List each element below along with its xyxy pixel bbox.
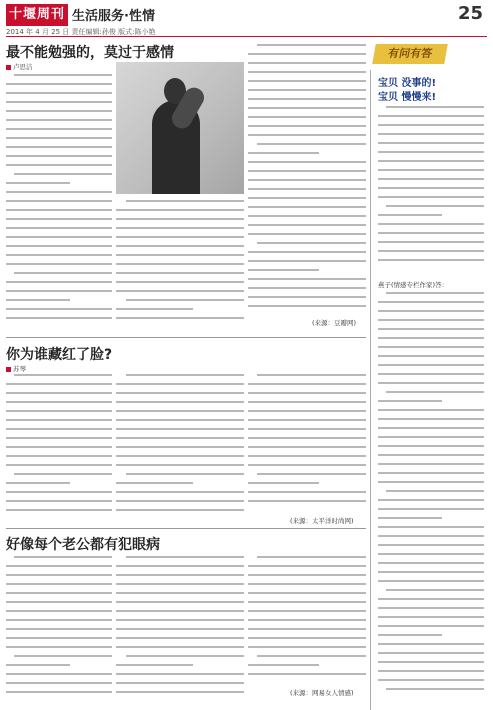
body-text-line	[378, 652, 484, 654]
body-text-line	[248, 269, 319, 271]
body-text-line	[248, 482, 319, 484]
body-text-line	[126, 655, 244, 657]
body-text-line	[378, 196, 484, 198]
body-text-line	[386, 490, 484, 492]
body-text-line	[116, 383, 244, 385]
body-text-line	[6, 401, 112, 403]
body-text-line	[378, 169, 484, 171]
body-text-line	[248, 98, 366, 100]
body-text-line	[248, 565, 366, 567]
page-number: 25	[457, 3, 483, 24]
body-text-line	[6, 682, 112, 684]
body-text-line	[116, 227, 244, 229]
body-text-line	[378, 259, 484, 261]
body-text-line	[6, 691, 112, 693]
body-text-line	[248, 134, 366, 136]
body-text-line	[116, 583, 244, 585]
body-text-line	[378, 160, 484, 162]
body-text-line	[6, 637, 112, 639]
body-text-line	[14, 556, 112, 558]
body-text-line	[378, 562, 484, 564]
body-text-line	[378, 616, 484, 618]
body-text-line	[6, 464, 112, 466]
body-text-line	[6, 574, 112, 576]
body-text-line	[248, 628, 366, 630]
body-text-line	[248, 419, 366, 421]
article-3-signoff: (来源：网易女人情感)	[290, 689, 354, 697]
body-text-line	[378, 481, 484, 483]
body-text-line	[378, 346, 484, 348]
body-text-line	[378, 133, 484, 135]
body-text-line	[378, 679, 484, 681]
body-text-line	[116, 410, 244, 412]
header-divider	[6, 36, 487, 37]
body-text-line	[378, 250, 484, 252]
body-text-line	[6, 509, 112, 511]
body-text-line	[6, 500, 112, 502]
body-text-line	[6, 601, 112, 603]
body-text-line	[116, 281, 244, 283]
body-text-line	[14, 374, 112, 376]
body-text-line	[248, 251, 366, 253]
body-text-line	[248, 410, 366, 412]
body-text-line	[248, 161, 366, 163]
body-text-line	[116, 254, 244, 256]
body-text-line	[248, 455, 366, 457]
body-text-line	[257, 473, 366, 475]
article-3-col-1	[6, 556, 112, 700]
body-text-line	[378, 625, 484, 627]
body-text-line	[378, 355, 484, 357]
body-text-line	[248, 401, 366, 403]
body-text-line	[378, 526, 484, 528]
body-text-line	[116, 392, 244, 394]
body-text-line	[248, 170, 366, 172]
body-text-line	[378, 535, 484, 537]
body-text-line	[6, 619, 112, 621]
body-text-line	[378, 223, 484, 225]
body-text-line	[126, 556, 244, 558]
body-text-line	[116, 317, 244, 319]
body-text-line	[6, 119, 112, 121]
article-1-col-2	[116, 200, 244, 330]
body-text-line	[378, 571, 484, 573]
body-text-line	[6, 482, 70, 484]
body-text-line	[6, 437, 112, 439]
body-text-line	[6, 137, 112, 139]
body-text-line	[378, 400, 442, 402]
body-text-line	[116, 491, 244, 493]
body-text-line	[116, 428, 244, 430]
body-text-line	[6, 392, 112, 394]
body-text-line	[248, 287, 366, 289]
body-text-line	[248, 53, 366, 55]
article-divider	[6, 337, 366, 338]
body-text-line	[386, 688, 484, 690]
article-3-col-3	[248, 556, 366, 684]
article-1-col-3	[248, 44, 366, 314]
article-2-title: 你为谁藏红了脸?	[6, 347, 113, 363]
sidebar-answer-text	[378, 292, 484, 700]
body-text-line	[6, 646, 112, 648]
article-1-col-1	[6, 74, 112, 330]
body-text-line	[378, 427, 484, 429]
body-text-line	[248, 637, 366, 639]
body-text-line	[116, 509, 244, 511]
body-text-line	[126, 299, 244, 301]
body-text-line	[378, 214, 442, 216]
body-text-line	[378, 178, 484, 180]
body-text-line	[248, 574, 366, 576]
body-text-line	[378, 364, 484, 366]
body-text-line	[6, 583, 112, 585]
body-text-line	[116, 682, 244, 684]
body-text-line	[378, 409, 484, 411]
body-text-line	[116, 401, 244, 403]
body-text-line	[116, 673, 244, 675]
body-text-line	[6, 419, 112, 421]
body-text-line	[6, 101, 112, 103]
body-text-line	[248, 215, 366, 217]
body-text-line	[6, 263, 112, 265]
body-text-line	[116, 272, 244, 274]
body-text-line	[378, 301, 484, 303]
article-2-byline: 苏琴	[6, 364, 26, 373]
body-text-line	[248, 383, 366, 385]
body-text-line	[378, 373, 484, 375]
body-text-line	[248, 62, 366, 64]
body-text-line	[386, 106, 484, 108]
body-text-line	[248, 116, 366, 118]
body-text-line	[257, 556, 366, 558]
sidebar-question-text	[378, 106, 484, 276]
body-text-line	[378, 124, 484, 126]
body-text-line	[6, 164, 112, 166]
body-text-line	[116, 664, 193, 666]
body-text-line	[386, 589, 484, 591]
body-text-line	[14, 74, 112, 76]
body-text-line	[248, 305, 366, 307]
body-text-line	[257, 374, 366, 376]
body-text-line	[116, 637, 244, 639]
article-3-col-2	[116, 556, 244, 700]
qa-badge: 有问有答	[372, 44, 448, 64]
body-text-line	[6, 628, 112, 630]
body-text-line	[248, 278, 366, 280]
body-text-line	[116, 574, 244, 576]
date-line: 2014 年 4 月 25 日 责任编辑:孙俊 版式:陈小艳	[6, 28, 156, 36]
body-text-line	[6, 664, 70, 666]
body-text-line	[378, 544, 484, 546]
body-text-line	[378, 382, 484, 384]
body-text-line	[116, 464, 244, 466]
body-text-line	[6, 191, 112, 193]
body-text-line	[378, 187, 484, 189]
body-text-line	[248, 179, 366, 181]
body-text-line	[116, 245, 244, 247]
body-text-line	[248, 80, 366, 82]
body-text-line	[6, 308, 112, 310]
body-text-line	[248, 664, 319, 666]
body-text-line	[378, 517, 442, 519]
body-text-line	[386, 391, 484, 393]
body-text-line	[378, 310, 484, 312]
body-text-line	[257, 242, 366, 244]
body-text-line	[378, 643, 484, 645]
body-text-line	[116, 455, 244, 457]
body-text-line	[248, 491, 366, 493]
body-text-line	[386, 205, 484, 207]
body-text-line	[378, 151, 484, 153]
body-text-line	[248, 601, 366, 603]
body-text-line	[14, 272, 112, 274]
body-text-line	[378, 142, 484, 144]
body-text-line	[378, 319, 484, 321]
body-text-line	[116, 601, 244, 603]
body-text-line	[6, 317, 112, 319]
body-text-line	[6, 227, 112, 229]
sidebar-title-line-2: 宝贝 慢慢来!	[378, 92, 437, 103]
body-text-line	[6, 290, 112, 292]
body-text-line	[248, 646, 366, 648]
body-text-line	[6, 110, 112, 112]
body-text-line	[116, 691, 244, 693]
masthead: 十堰周刊	[6, 4, 68, 26]
body-text-line	[248, 446, 366, 448]
body-text-line	[248, 107, 366, 109]
article-2-col-1	[6, 374, 112, 524]
body-text-line	[6, 245, 112, 247]
article-2-col-2	[116, 374, 244, 524]
body-text-line	[386, 292, 484, 294]
body-text-line	[248, 464, 366, 466]
body-text-line	[116, 236, 244, 238]
body-text-line	[378, 232, 484, 234]
body-text-line	[116, 482, 193, 484]
body-text-line	[248, 583, 366, 585]
body-text-line	[257, 44, 366, 46]
body-text-line	[116, 209, 244, 211]
body-text-line	[378, 115, 484, 117]
article-1-signoff: (来源：豆瓣网)	[312, 319, 357, 327]
body-text-line	[6, 281, 112, 283]
body-text-line	[6, 236, 112, 238]
body-text-line	[116, 619, 244, 621]
article-divider	[6, 528, 366, 529]
byline-marker-icon	[6, 367, 11, 372]
body-text-line	[6, 200, 112, 202]
body-text-line	[6, 92, 112, 94]
body-text-line	[378, 499, 484, 501]
body-text-line	[6, 428, 112, 430]
body-text-line	[6, 155, 112, 157]
body-text-line	[126, 374, 244, 376]
body-text-line	[116, 646, 244, 648]
body-text-line	[378, 634, 442, 636]
body-text-line	[378, 418, 484, 420]
body-text-line	[248, 392, 366, 394]
body-text-line	[6, 446, 112, 448]
byline-marker-icon	[6, 65, 11, 70]
body-text-line	[6, 410, 112, 412]
body-text-line	[248, 428, 366, 430]
body-text-line	[116, 628, 244, 630]
body-text-line	[257, 143, 366, 145]
body-text-line	[6, 610, 112, 612]
body-text-line	[126, 200, 244, 202]
body-text-line	[378, 580, 484, 582]
body-text-line	[116, 218, 244, 220]
body-text-line	[248, 206, 366, 208]
body-text-line	[378, 463, 484, 465]
body-text-line	[6, 565, 112, 567]
body-text-line	[378, 508, 484, 510]
body-text-line	[6, 83, 112, 85]
body-text-line	[116, 500, 244, 502]
article-2-col-3	[248, 374, 366, 512]
body-text-line	[248, 233, 366, 235]
body-text-line	[116, 308, 193, 310]
body-text-line	[6, 209, 112, 211]
body-text-line	[116, 263, 244, 265]
body-text-line	[248, 500, 366, 502]
body-text-line	[378, 454, 484, 456]
body-text-line	[6, 254, 112, 256]
article-3-title: 好像每个老公都有犯眼病	[6, 537, 160, 553]
body-text-line	[116, 565, 244, 567]
body-text-line	[14, 473, 112, 475]
body-text-line	[6, 299, 70, 301]
body-text-line	[378, 472, 484, 474]
page-header	[0, 0, 493, 38]
body-text-line	[6, 218, 112, 220]
body-text-line	[6, 592, 112, 594]
sidebar-title-line-1: 宝贝 没事的!	[378, 78, 437, 89]
body-text-line	[6, 383, 112, 385]
body-text-line	[248, 673, 366, 675]
body-text-line	[126, 473, 244, 475]
body-text-line	[248, 152, 319, 154]
body-text-line	[248, 296, 366, 298]
body-text-line	[248, 188, 366, 190]
body-text-line	[378, 241, 484, 243]
body-text-line	[248, 197, 366, 199]
body-text-line	[248, 89, 366, 91]
body-text-line	[248, 71, 366, 73]
body-text-line	[116, 446, 244, 448]
body-text-line	[116, 610, 244, 612]
article-1-photo	[116, 62, 244, 194]
body-text-line	[378, 337, 484, 339]
article-1-title: 最不能勉强的，莫过于感情	[6, 45, 174, 61]
body-text-line	[378, 607, 484, 609]
body-text-line	[6, 673, 112, 675]
body-text-line	[6, 455, 112, 457]
body-text-line	[378, 670, 484, 672]
section-title: 生活服务·性情	[72, 9, 155, 24]
body-text-line	[378, 661, 484, 663]
body-text-line	[116, 592, 244, 594]
body-text-line	[378, 598, 484, 600]
body-text-line	[248, 224, 366, 226]
body-text-line	[248, 437, 366, 439]
body-text-line	[248, 125, 366, 127]
body-text-line	[378, 436, 484, 438]
body-text-line	[378, 553, 484, 555]
body-text-line	[116, 290, 244, 292]
article-2-signoff: (来源：太平洋时尚网)	[290, 517, 354, 525]
body-text-line	[14, 173, 112, 175]
body-text-line	[248, 619, 366, 621]
body-text-line	[6, 128, 112, 130]
body-text-line	[248, 592, 366, 594]
sidebar-answer-heading: 燕子(情感专栏作家)答：	[378, 281, 449, 289]
body-text-line	[248, 260, 366, 262]
body-text-line	[116, 437, 244, 439]
body-text-line	[14, 655, 112, 657]
body-text-line	[257, 655, 366, 657]
article-1-byline: 卢思洁	[6, 62, 33, 71]
body-text-line	[378, 328, 484, 330]
body-text-line	[6, 491, 112, 493]
body-text-line	[6, 146, 112, 148]
body-text-line	[378, 445, 484, 447]
body-text-line	[116, 419, 244, 421]
body-text-line	[6, 182, 70, 184]
body-text-line	[248, 610, 366, 612]
